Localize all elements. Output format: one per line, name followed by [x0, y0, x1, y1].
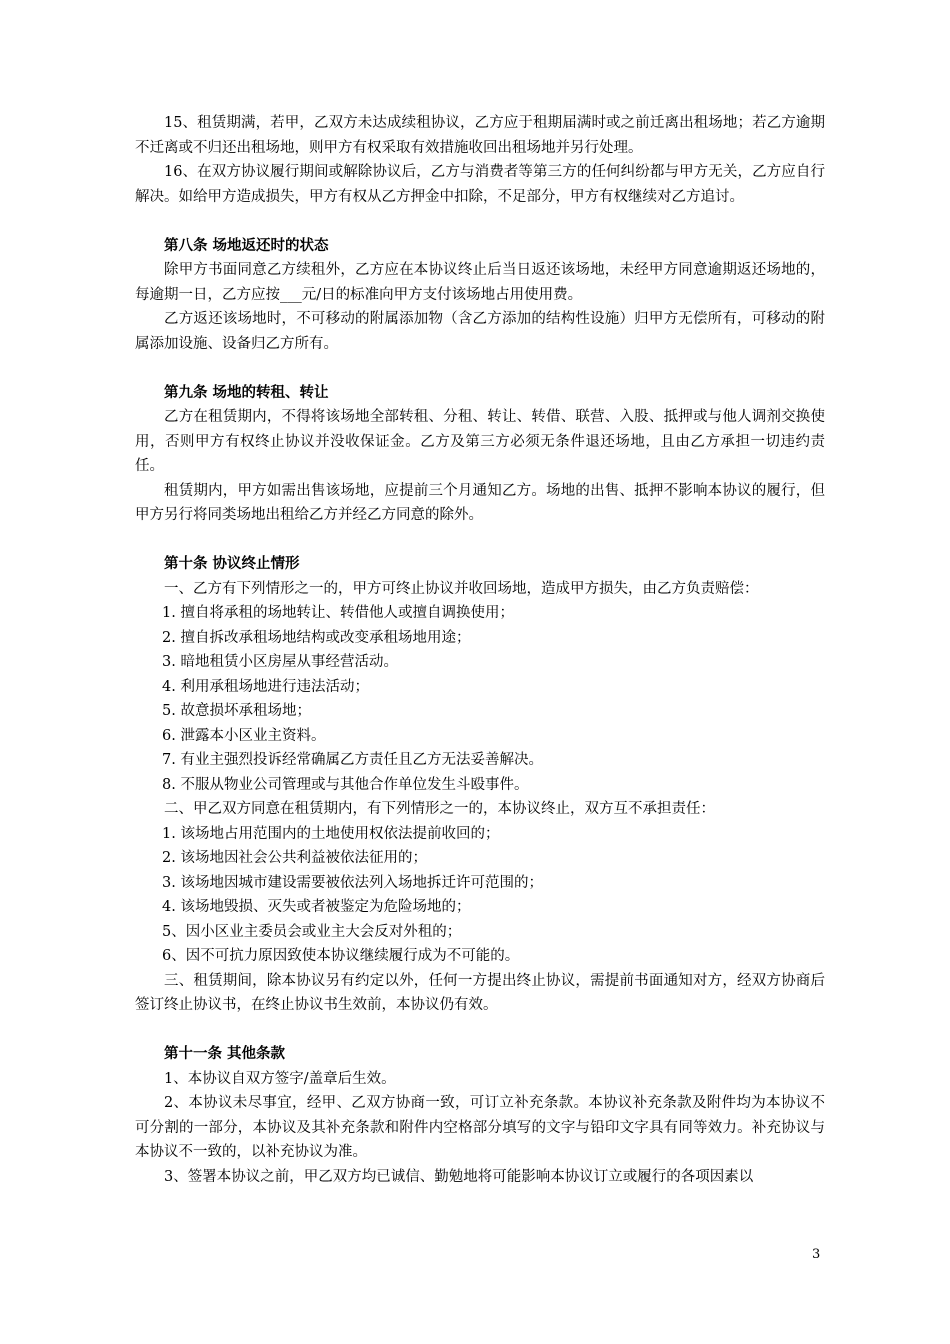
article-10-section-2: 二、甲乙双方同意在租赁期内，有下列情形之一的，本协议终止，双方互不承担责任：	[164, 801, 715, 817]
article-11-heading: 第十一条 其他条款	[164, 1045, 286, 1062]
clause-16-paragraph: 16、在双方协议履行期间或解除协议后，乙方与消费者等第三方的任何纠纷都与甲方无关，乙方应自行解决。如给甲方造成损失，甲方有权从乙方押金中扣除，不足部分，甲方有权继续对乙方追讨。	[135, 164, 825, 205]
article-9-paragraph-1: 乙方在租赁期内，不得将该场地全部转租、分租、转让、转借、联营、入股、抵押或与他人调剂交换使用，否则甲方有权终止协议并没收保证金。乙方及第三方必须无条件退还场地，且由乙方承担一切违约责任。	[135, 409, 825, 474]
article-9-heading: 第九条 场地的转租、转让	[164, 383, 329, 401]
article-10-section-2-item: 6、因不可抗力原因致使本协议继续履行成为不可能的。	[162, 948, 520, 964]
article-10-heading: 第十条 协议终止情形	[164, 555, 300, 572]
article-10-section-1-item: 7. 有业主强烈投诉经常确属乙方责任且乙方无法妥善解决。	[162, 752, 543, 768]
article-11-clause-1: 1、本协议自双方签字/盖章后生效。	[164, 1070, 396, 1087]
clause-15-paragraph: 15、租赁期满，若甲，乙双方未达成续租协议，乙方应于租期届满时或之前迁离出租场地；若乙方逾期不迁离或不归还出租场地，则甲方有权采取有效措施收回出租场地并另行处理。	[135, 115, 825, 156]
article-10-section-1-item: 1. 擅自将承租的场地转让、转借他人或擅自调换使用；	[162, 605, 514, 621]
article-10-section-2-item: 5、因小区业主委员会或业主大会反对外租的；	[162, 923, 462, 940]
article-10-section-1-item: 4. 利用承租场地进行违法活动；	[162, 678, 369, 695]
article-10-section-1-item: 5. 故意损坏承租场地；	[162, 703, 311, 719]
article-10-section-1-item: 2. 擅自拆改承租场地结构或改变承租场地用途；	[162, 629, 471, 646]
article-10-section-1-item: 3. 暗地租赁小区房屋从事经营活动。	[162, 654, 398, 670]
article-10-section-2-item: 4. 该场地毁损、灭失或者被鉴定为危险场地的；	[162, 899, 471, 915]
article-10-section-3: 三、租赁期间，除本协议另有约定以外，任何一方提出终止协议，需提前书面通知对方，经双方协商后签订终止协议书，在终止协议书生效前，本协议仍有效。	[135, 972, 825, 1013]
article-10-section-2-item: 1. 该场地占用范围内的土地使用权依法提前收回的；	[162, 825, 500, 842]
article-8-heading: 第八条 场地返还时的状态	[164, 236, 329, 254]
article-8-paragraph-2: 乙方返还该场地时，不可移动的附属添加物（含乙方添加的结构性设施）归甲方无偿所有，可移动的附属添加设施、设备归乙方所有。	[135, 311, 825, 352]
article-11-clause-2: 2、本协议未尽事宜，经甲、乙双方协商一致，可订立补充条款。本协议补充条款及附件均为本协议不可分割的一部分，本协议及其补充条款和附件内空格部分填写的文字与铅印文字具有同等效力。补充协议与本协议不一致的，以补充协议为准。	[135, 1095, 825, 1160]
page-number: 3	[812, 1247, 821, 1262]
article-11-clause-3: 3、签署本协议之前，甲乙双方均已诚信、勤勉地将可能影响本协议订立或履行的各项因素以	[164, 1168, 754, 1185]
article-10-section-1: 一、乙方有下列情形之一的，甲方可终止协议并收回场地，造成甲方损失，由乙方负责赔偿：	[164, 580, 759, 597]
article-10-section-1-item: 6. 泄露本小区业主资料。	[162, 727, 326, 744]
article-9-paragraph-2: 租赁期内，甲方如需出售该场地，应提前三个月通知乙方。场地的出售、抵押不影响本协议的履行，但甲方另行将同类场地出租给乙方并经乙方同意的除外。	[135, 482, 825, 523]
article-8-paragraph-1: 除甲方书面同意乙方续租外，乙方应在本协议终止后当日返还该场地，未经甲方同意逾期返还场地的，每逾期一日，乙方应按___元/日的标准向甲方支付该场地占用使用费。	[135, 262, 825, 303]
article-10-section-2-item: 3. 该场地因城市建设需要被依法列入场地拆迁许可范围的；	[162, 874, 543, 891]
article-10-section-2-item: 2. 该场地因社会公共利益被依法征用的；	[162, 850, 427, 866]
article-10-section-1-item: 8. 不服从物业公司管理或与其他合作单位发生斗殴事件。	[162, 776, 529, 793]
document-body	[135, 111, 825, 1189]
